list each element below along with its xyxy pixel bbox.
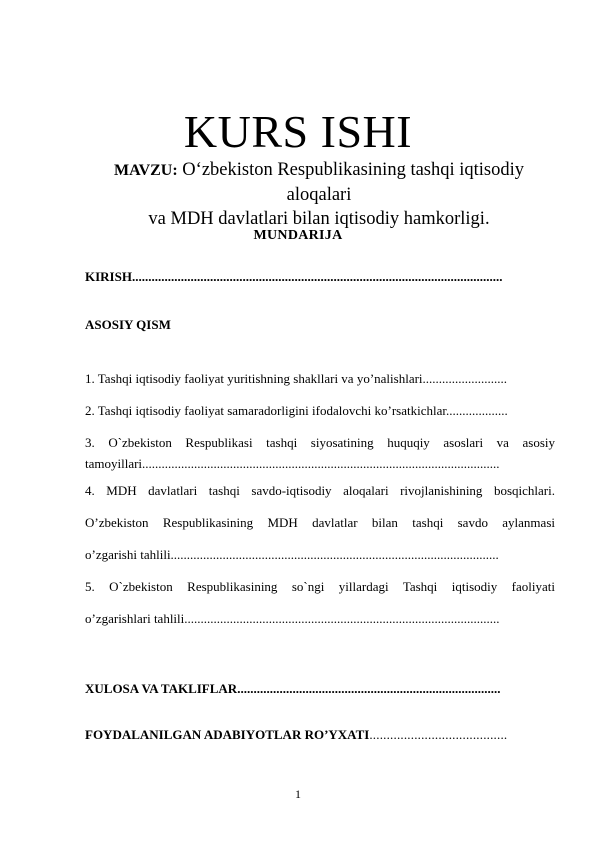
topic-block (84, 158, 554, 231)
toc-entry-asosiy-qism: ASOSIY QISM (85, 317, 171, 332)
toc-entry-4-line-2: O’zbekiston Respublikasining MDH davlatlar bilan tashqi savdo aylanmasi (85, 515, 555, 530)
toc-heading: MUNDARIJA (253, 228, 343, 243)
toc-entry-adabiyotlar-dots: ........................................ (369, 727, 508, 742)
toc-entry-4-line-1: 4. MDH davlatlari tashqi savdo-iqtisodiy aloqalari rivojlanishining bosqichlari. (85, 483, 555, 498)
topic-text-1: O‘zbekiston Respublikasining tashqi iqtisodiy aloqalari (177, 160, 525, 205)
page-number: 1 (295, 787, 301, 801)
toc-entry-5-line-2: o’zgarishlari tahlili................................................................................................. (85, 611, 500, 626)
toc-entry-1: 1. Tashqi iqtisodiy faoliyat yuritishning shakllari va yo’nalishlari.......................... (85, 371, 508, 386)
toc-entry-4-line-3: o’zgarishi tahlili..................................................................................................... (85, 547, 499, 562)
topic-line-1 (84, 158, 554, 207)
document-title: KURS ISHI (183, 106, 413, 157)
toc-entry-3-line-2: tamoyillari.............................................................................................................. (85, 456, 500, 471)
toc-entry-3-line-1: 3. O`zbekiston Respublikasi tashqi siyosatining huquqiy asoslari va asosiy (85, 435, 555, 450)
toc-entry-xulosa: XULOSA VA TAKLIFLAR................................................................................. (85, 681, 501, 696)
toc-entry-2: 2. Tashqi iqtisodiy faoliyat samaradorligini ifodalovchi ko’rsatkichlar................... (85, 403, 508, 418)
toc-entry-kirish: KIRISH.................................................................................................................. (85, 269, 503, 284)
toc-entry-adabiyotlar-label: FOYDALANILGAN ADABIYOTLAR RO’YXATI (85, 727, 370, 742)
toc-entry-5-line-1: 5. O`zbekiston Respublikasining so`ngi yillardagi Tashqi iqtisodiy faoliyati (85, 579, 555, 594)
topic-label: MAVZU: (113, 162, 178, 179)
toc-entry-adabiyotlar (85, 726, 555, 744)
topic-line-2: va MDH davlatlari bilan iqtisodiy hamkorligi. (148, 209, 490, 229)
